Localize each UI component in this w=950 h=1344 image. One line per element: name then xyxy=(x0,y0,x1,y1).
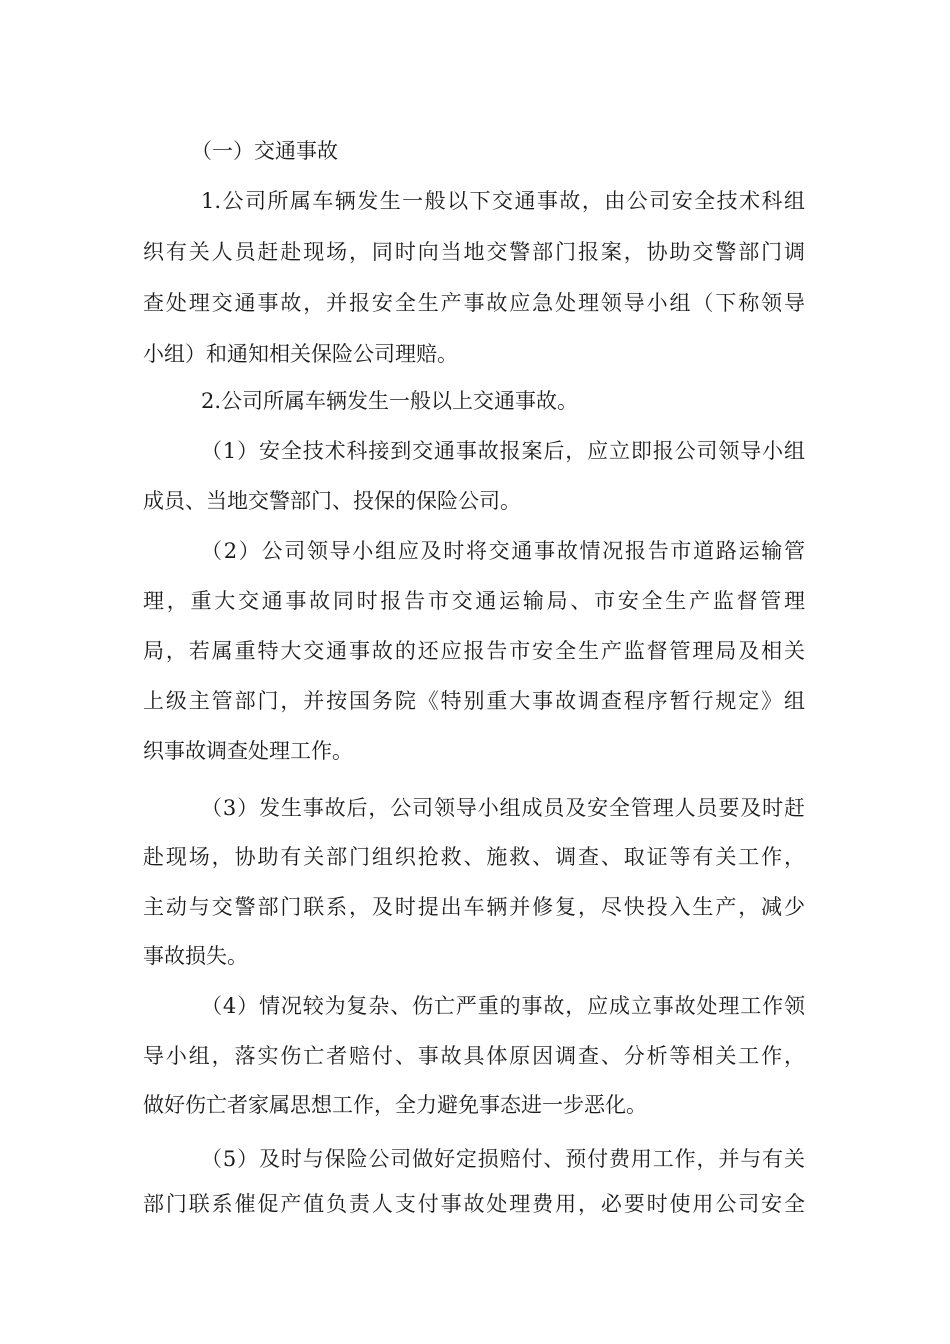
text-line: 理，重大交通事故同时报告市交通运输局、市安全生产监督管理 xyxy=(143,589,805,613)
text-line: （5）及时与保险公司做好定损赔付、预付费用工作，并与有关 xyxy=(201,1147,805,1171)
text-line: 事故损失。 xyxy=(143,944,248,968)
text-line: （1）安全技术科接到交通事故报案后，应立即报公司领导小组 xyxy=(201,439,805,463)
text-line: 上级主管部门，并按国务院《特别重大事故调查程序暂行规定》组 xyxy=(143,689,805,713)
text-line: 织事故调查处理工作。 xyxy=(143,739,353,763)
text-line: 1.公司所属车辆发生一般以下交通事故，由公司安全技术科组 xyxy=(201,189,805,213)
text-line: 主动与交警部门联系，及时提出车辆并修复，尽快投入生产，减少 xyxy=(143,895,805,919)
text-line: 2.公司所属车辆发生一般以上交通事故。 xyxy=(201,389,579,413)
text-line: （4）情况较为复杂、伤亡严重的事故，应成立事故处理工作领 xyxy=(201,994,805,1018)
text-line: 导小组，落实伤亡者赔付、事故具体原因调查、分析等相关工作， xyxy=(143,1044,805,1068)
text-line: 部门联系催促产值负责人支付事故处理费用，必要时使用公司安全 xyxy=(143,1192,805,1216)
text-line: （3）发生事故后，公司领导小组成员及安全管理人员要及时赶 xyxy=(201,796,805,820)
text-line: 织有关人员赶赴现场，同时向当地交警部门报案，协助交警部门调 xyxy=(143,240,805,264)
text-line: （2）公司领导小组应及时将交通事故情况报告市道路运输管 xyxy=(201,539,805,563)
text-line: 做好伤亡者家属思想工作，全力避免事态进一步恶化。 xyxy=(143,1093,647,1117)
text-line: 局，若属重特大交通事故的还应报告市安全生产监督管理局及相关 xyxy=(143,639,805,663)
section-heading: （一）交通事故 xyxy=(191,139,338,163)
text-line: 查处理交通事故，并报安全生产事故应急处理领导小组（下称领导 xyxy=(143,291,805,315)
text-line: 小组）和通知相关保险公司理赔。 xyxy=(143,342,458,366)
text-line: 成员、当地交警部门、投保的保险公司。 xyxy=(143,489,521,513)
text-line: 赴现场，协助有关部门组织抢救、施救、调查、取证等有关工作， xyxy=(143,845,805,869)
